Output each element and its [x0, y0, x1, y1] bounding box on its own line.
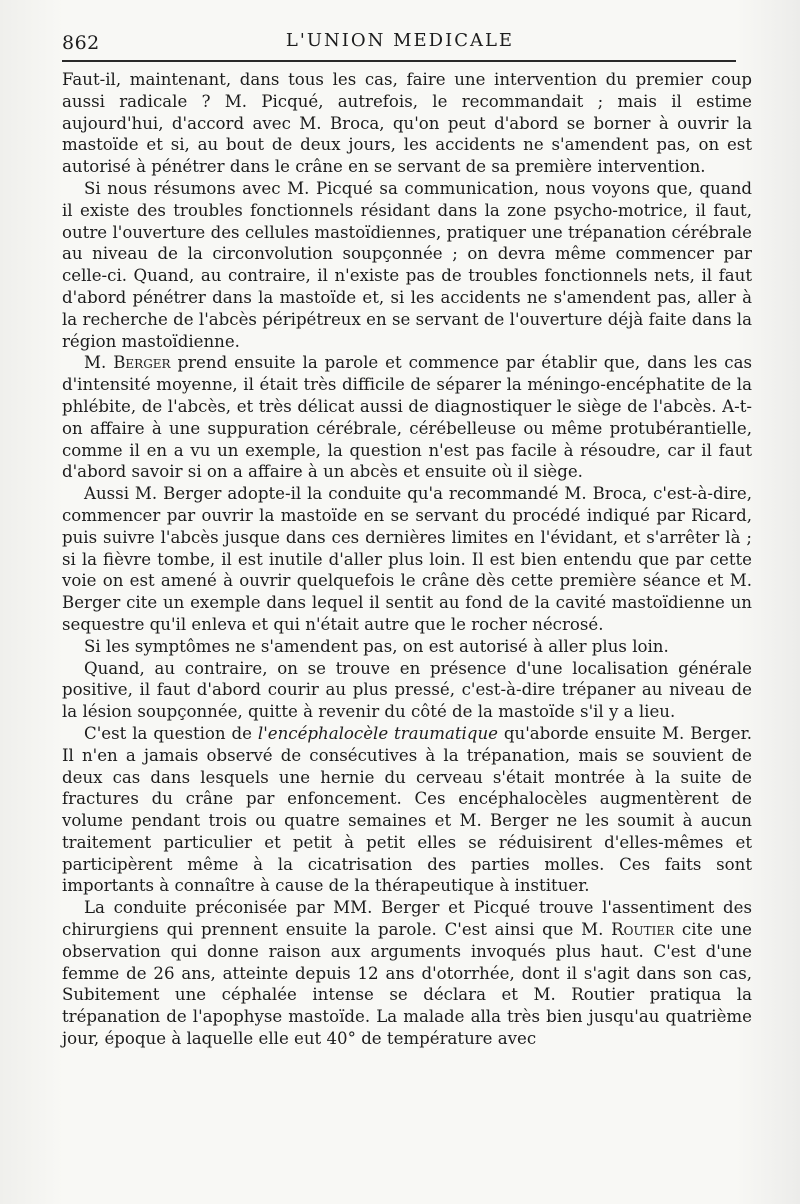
paragraph-3 — [62, 352, 752, 483]
paragraph-1: Faut-il, maintenant, dans tous les cas, faire une intervention du premier coup aussi radicale ? M. Picqué, autrefois, le recommandait ; mais il estime aujourd'hui, d'accord avec M. Broca, qu'on peut d'abord se borner à ouvrir la mastoïde et si, au bout de deux jours, les accidents ne s'amendent pas, on est autorisé à pénétrer dans le crâne en se servant de sa première intervention. — [62, 70, 752, 177]
header-rule — [62, 60, 736, 62]
paragraph-6: Quand, au contraire, on se trouve en présence d'une localisation générale positive, il faut d'abord courir au plus pressé, c'est-à-dire trépaner au niveau de la lésion soupçonnée, quitte à revenir du côté de la mastoïde s'il y a lieu. — [62, 658, 752, 722]
paragraph-8-before: La conduite préconisée par MM. Berger et Picqué trouve l'assentiment des chirurgiens qui prennent ensuite la parole. C'est ainsi que M. — [62, 898, 752, 940]
page-header — [62, 30, 738, 58]
speaker-name-berger: Berger — [113, 353, 171, 373]
body-text — [62, 69, 752, 1050]
paragraph-3-lead: M. — [84, 353, 114, 373]
paragraph-7 — [62, 723, 752, 897]
speaker-name-routier: Routier — [611, 920, 675, 940]
paragraph-5: Si les symptômes ne s'amendent pas, on est autorisé à aller plus loin. — [84, 636, 669, 656]
running-title: L'UNION MEDICALE — [285, 30, 515, 51]
paragraph-3-text: prend ensuite la parole et commence par établir que, dans les cas d'intensité moyenne, il était très difficile de séparer la méningo-encéphatite de la phlébite, de l'abcès, et très délicat aussi de diagnostiquer le siège de l'abcès. A-t-on affaire à une suppuration cérébrale, cérébelleuse ou même protubérantielle, comme il en a vu un exemple, la question n'est pas facile à résoudre, car il faut d'abord savoir si on a affaire à un abcès et ensuite où il siège. — [62, 353, 752, 482]
paragraph-8 — [62, 897, 752, 1050]
paragraph-7-italic-term: l'encéphalocèle traumatique — [257, 723, 498, 743]
paragraph-7-before: C'est la question de — [84, 723, 258, 743]
paragraph-7-after: qu'aborde ensuite M. Berger. Il n'en a jamais observé de consécutives à la trépanation, mais se souvient de deux cas dans lesquels une hernie du cerveau s'était montrée à la suite de fractures du crâne par enfoncement. Ces encéphalocèles augmentèrent de volume pendant trois ou quatre semaines et M. Berger ne les soumit à aucun traitement particulier et petit à petit elles se réduisirent d'elles-mêmes et participèrent même à la cicatrisation des parties molles. Ces faits sont importants à connaître à cause de la thérapeutique à instituer. — [62, 723, 752, 896]
paragraph-8-after: cite une observation qui donne raison aux arguments invoqués plus haut. C'est d'une femme de 26 ans, atteinte depuis 12 ans d'otorrhée, dont il s'agit dans son cas, Subitement une céphalée intense se déclara et M. Routier pratiqua la trépanation de l'apophyse mastoïde. La malade alla très bien jusqu'au quatrième jour, époque à laquelle elle eut 40° de température avec — [62, 920, 752, 1049]
page-number: 862 — [62, 32, 100, 54]
paragraph-2: Si nous résumons avec M. Picqué sa communication, nous voyons que, quand il existe des troubles fonctionnels résidant dans la zone psycho-motrice, il faut, outre l'ouverture des cellules mastoïdiennes, pratiquer une trépanation cérébrale au niveau de la circonvolution soupçonnée ; on devra même commencer par celle-ci. Quand, au contraire, il n'existe pas de troubles fonctionnels nets, il faut d'abord pénétrer dans la mastoïde et, si les accidents ne s'amendent pas, aller à la recherche de l'abcès péripétreux en se servant de l'ouverture déjà faite dans la région mastoïdienne. — [62, 178, 752, 351]
paragraph-4: Aussi M. Berger adopte-il la conduite qu'a recommandé M. Broca, c'est-à-dire, commencer par ouvrir la mastoïde en se servant du procédé indiqué par Ricard, puis suivre l'abcès jusque dans ces dernières limites en l'évidant, et s'arrêter là ; si la fièvre tombe, il est inutile d'aller plus loin. Il est bien entendu que par cette voie on est amené à ouvrir quelquefois le crâne dès cette première séance et M. Berger cite un exemple dans lequel il sentit au fond de la cavité mastoïdienne un sequestre qu'il enleva et qui n'était autre que le rocher nécrosé. — [62, 484, 752, 634]
